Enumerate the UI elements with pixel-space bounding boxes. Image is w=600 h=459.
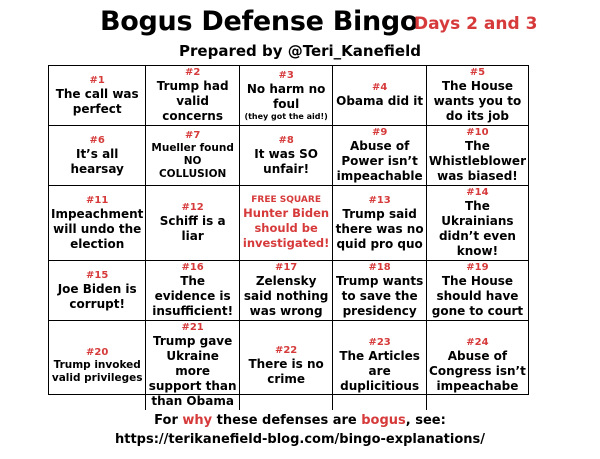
- bingo-cell: [49, 186, 146, 261]
- cell-number: #17: [274, 262, 298, 273]
- cell-number: #3: [278, 69, 294, 81]
- cell-number: #1: [89, 74, 105, 86]
- free-square-label: FREE SQUARE: [251, 195, 321, 205]
- free-square-text: Hunter Biden should be investigated!: [242, 206, 330, 250]
- cell-text: Trump invoked valid privileges: [51, 358, 143, 384]
- cell-number: #24: [466, 337, 489, 348]
- bingo-cell: [333, 186, 427, 261]
- cell-text: The Ukrainians didn’t even know!: [438, 199, 516, 258]
- footer-why: why: [182, 413, 213, 428]
- bingo-cell: [427, 186, 528, 261]
- cell-number: #15: [86, 269, 109, 281]
- bingo-cell: [427, 321, 528, 410]
- cell-text: The Articles are duplicitious: [339, 349, 420, 393]
- cell-number: #13: [368, 194, 391, 206]
- bingo-cell: [333, 321, 427, 410]
- bingo-cell: [49, 321, 146, 410]
- cell-number: #9: [371, 127, 388, 138]
- free-square-cell: [240, 186, 334, 261]
- bingo-cell: [240, 321, 334, 410]
- cell-number: #4: [371, 82, 388, 93]
- bingo-cell: [49, 261, 146, 321]
- prepared-by: Prepared by @Teri_Kanefield: [179, 42, 421, 60]
- bingo-cell: [49, 66, 146, 126]
- cell-number: #20: [86, 346, 109, 358]
- cell-text: The House wants you to do its job: [433, 79, 522, 123]
- cell-text: Trump said there was no quid pro quo: [335, 206, 424, 251]
- bingo-cell: [240, 66, 334, 126]
- days-subtitle: Days 2 and 3: [414, 14, 538, 34]
- cell-text: The House should have gone to court: [431, 274, 524, 318]
- cell-number: #16: [181, 262, 204, 273]
- cell-text: There is no crime: [248, 356, 324, 386]
- cell-number: #2: [184, 67, 201, 78]
- bingo-grid: [48, 65, 529, 408]
- page-title: Bogus Defense Bingo: [100, 6, 419, 37]
- cell-text: No harm no foul: [246, 81, 326, 111]
- cell-number: #11: [86, 194, 109, 206]
- cell-text: Mueller found NO COLLUSION: [151, 142, 234, 180]
- cell-number: #5: [469, 67, 486, 78]
- cell-number: #14: [466, 187, 489, 198]
- cell-text: Trump had valid concerns: [156, 79, 229, 123]
- cell-number: #12: [181, 202, 204, 213]
- cell-number: #7: [184, 130, 201, 141]
- footer-bogus: bogus: [361, 413, 406, 428]
- bingo-cell: [49, 126, 146, 186]
- footer-url[interactable]: https://terikanefield-blog.com/bingo-explanations/: [114, 432, 486, 447]
- bingo-cell: [427, 66, 528, 126]
- bingo-cell: [146, 261, 240, 321]
- cell-text: Abuse of Congress isn’t impeachabe: [429, 349, 526, 393]
- bingo-cell: [427, 126, 528, 186]
- cell-text: Trump wants to save the presidency: [336, 274, 424, 318]
- cell-number: #19: [466, 262, 489, 273]
- cell-text: Obama did it: [336, 94, 424, 108]
- cell-text: Schiff is a liar: [159, 214, 226, 243]
- cell-text: The call was perfect: [55, 86, 139, 116]
- bingo-cell: [146, 186, 240, 261]
- cell-text: Trump gave Ukraine more support than than Obama: [148, 334, 237, 408]
- cell-text: Joe Biden is corrupt!: [57, 281, 137, 311]
- bingo-cell: [333, 66, 427, 126]
- footer-text: [0, 413, 600, 428]
- cell-number: #21: [181, 322, 204, 333]
- cell-number: #10: [466, 127, 489, 138]
- cell-text: Abuse of Power isn’t impeachable: [336, 139, 423, 183]
- cell-text: The evidence is insufficient!: [152, 274, 234, 318]
- cell-number: #8: [278, 134, 294, 146]
- bingo-cell: [240, 126, 334, 186]
- cell-text: The Whistleblower was biased!: [428, 139, 526, 183]
- footer-text-part: , see:: [405, 413, 446, 428]
- cell-note: (they got the aid!): [244, 111, 328, 121]
- footer-text-part: For: [154, 413, 183, 428]
- bingo-cell: [146, 321, 240, 410]
- cell-text: It was SO unfair!: [254, 146, 318, 176]
- cell-number: #23: [368, 337, 391, 348]
- bingo-cell: [333, 126, 427, 186]
- footer-text-part: these defenses are: [212, 413, 362, 428]
- bingo-cell: [333, 261, 427, 321]
- cell-number: #18: [368, 262, 391, 273]
- cell-text: Zelensky said nothing was wrong: [243, 274, 329, 318]
- bingo-cell: [427, 261, 528, 321]
- bingo-cell: [240, 261, 334, 321]
- bingo-cell: [146, 126, 240, 186]
- cell-text: It’s all hearsay: [70, 146, 124, 176]
- cell-text: Impeachment will undo the election: [51, 206, 144, 251]
- cell-number: #6: [89, 134, 105, 146]
- cell-number: #22: [274, 344, 298, 356]
- bingo-cell: [146, 66, 240, 126]
